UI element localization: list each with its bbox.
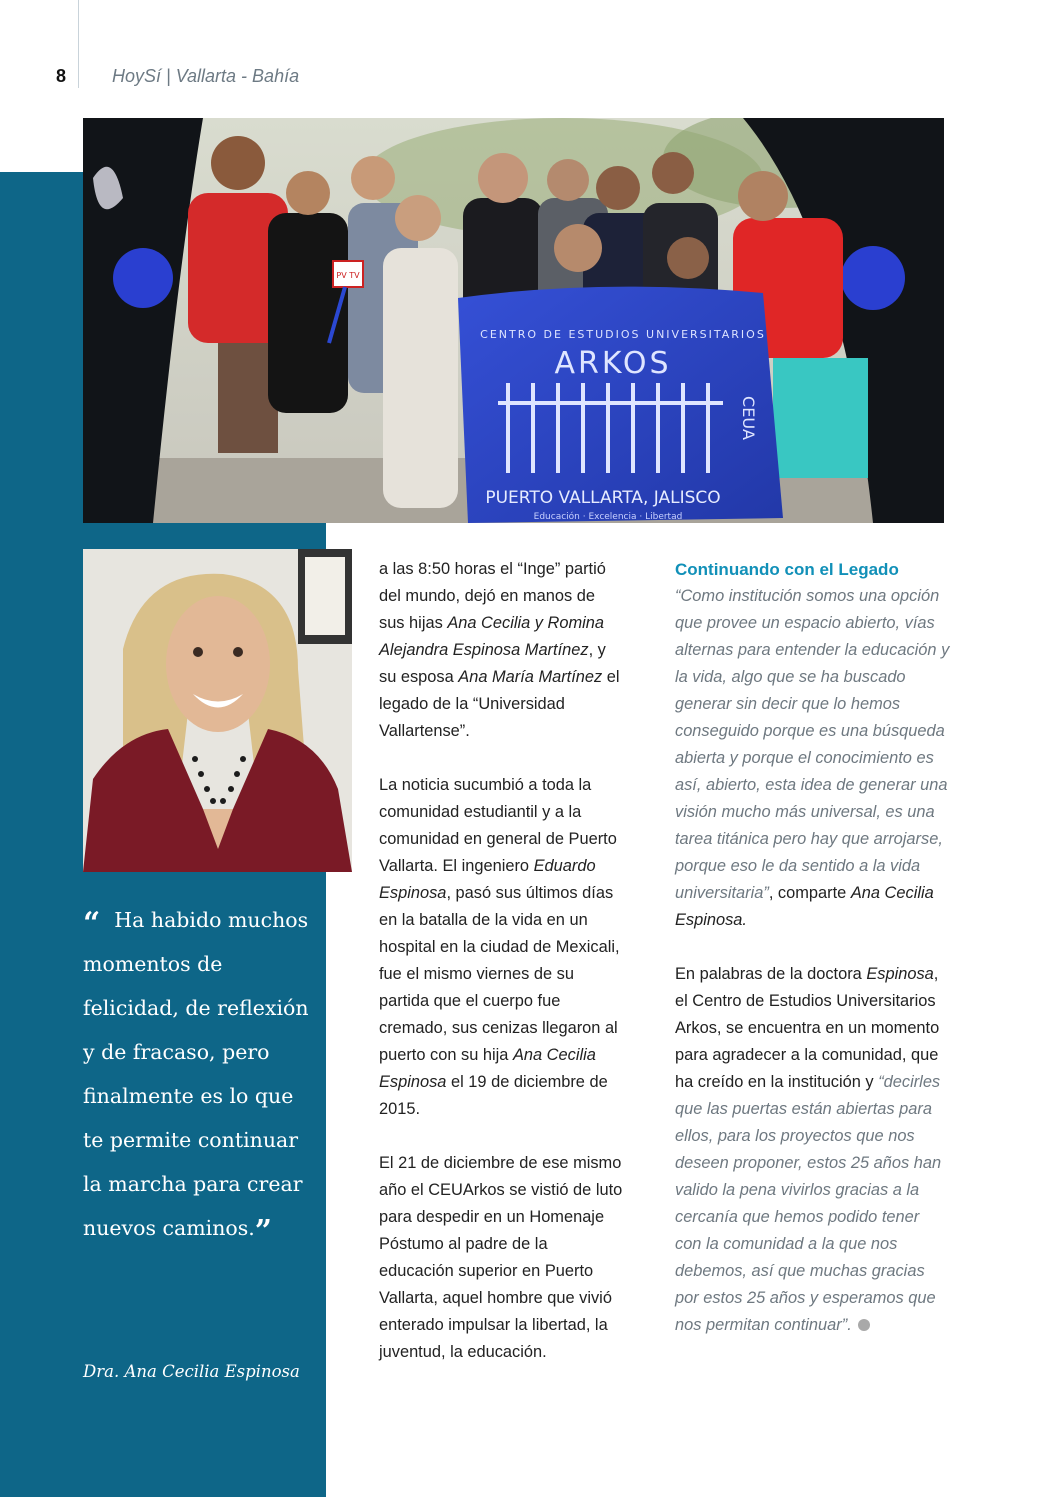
banner-title: ARKOS [554, 346, 672, 381]
text-run: , pasó sus últimos días en la batalla de la vida en un hospital en la ciudad de Mexicali, fue el mismo viernes de su partida que el cuerpo fue cremado, sus cenizas llegaron al puerto con su hija [379, 884, 620, 1064]
magazine-title: HoySí | Vallarta - Bahía [112, 66, 300, 86]
pull-quote-text: Ha habido muchos momentos de felicidad, de reflexión y de fracaso, pero finalmente es lo que te permite continuar la marcha para crear nuevos caminos. [83, 908, 309, 1240]
banner-top-text: CENTRO DE ESTUDIOS UNIVERSITARIOS [480, 328, 766, 341]
banner-bottom-text: PUERTO VALLARTA, JALISCO [485, 488, 721, 508]
pull-quote [83, 898, 319, 1250]
group-photo [83, 118, 944, 523]
text-run-italic: Ana Cecilia Espinosa [379, 1046, 596, 1091]
pull-quote-author: Dra. Ana Cecilia Espinosa [83, 1362, 300, 1381]
text-run: el legado de la “Universidad Vallartense”. [379, 668, 620, 740]
text-run: el 19 de diciembre de 2015. [379, 1073, 608, 1118]
photo-sign-text: PV TV [336, 271, 360, 280]
text-run: a las 8:50 horas el “Inge” partió del mundo, dejó en manos de sus hijas [379, 560, 606, 632]
page-number: 8 [56, 66, 67, 86]
open-quote-icon: “ [83, 906, 101, 941]
portrait-photo [83, 549, 352, 872]
paragraph [379, 556, 624, 745]
quoted-text: “Como institución somos una opción que provee un espacio abierto, vías alternas para entender la educación y la vida, algo que se ha buscado generar sin decir que lo hemos conseguido porque es una búsqueda abierta y porque el conocimiento es así, abierto, esta idea de generar una visión mucho más universal, es una tarea titánica pero hay que arrojarse, porque eso le da sentido a la vida universitaria” [675, 587, 950, 902]
text-run-italic: Eduardo Espinosa [379, 857, 596, 902]
article-column-2 [675, 556, 950, 1339]
paragraph [675, 583, 950, 934]
text-run: , comparte [768, 884, 851, 902]
section-heading: Continuando con el Legado [675, 560, 899, 579]
paragraph: El 21 de diciembre de ese mismo año el CEUArkos se vistió de luto para despedir en un Homenaje Póstumo al padre de la educación superior en Puerto Vallarta, aquel hombre que vivió enterado impulsar la libertad, la juventud, la educación. [379, 1154, 623, 1361]
text-run-italic: Ana María Martínez [458, 668, 603, 686]
paragraph [675, 961, 950, 1339]
text-run: En palabras de la doctora [675, 965, 867, 983]
text-run-italic: Espinosa [866, 965, 934, 983]
article-column-1 [379, 556, 624, 1366]
header-divider [78, 0, 79, 88]
banner-motto: Educación · Excelencia · Libertad [533, 512, 683, 522]
text-run-italic: Ana Cecilia Espinosa. [675, 884, 934, 929]
paragraph [379, 772, 624, 1123]
text-run: La noticia sucumbió a toda la comunidad estudiantil y a la comunidad en general de Puerto Vallarta. El ingeniero [379, 776, 617, 875]
text-run: , y su esposa [379, 641, 606, 686]
end-of-article-icon [858, 1319, 870, 1331]
close-quote-icon: ” [254, 1214, 273, 1249]
text-run: , el Centro de Estudios Universitarios Arkos, se encuentra en un momento para agradecer a la comunidad, que ha creído en la institución y [675, 965, 940, 1091]
text-run-italic: Ana Cecilia y Romina Alejandra Espinosa Martínez [379, 614, 605, 659]
banner-side-text: CEUA [739, 396, 758, 440]
quoted-text: “decirles que las puertas están abiertas para ellos, para los proyectos que nos deseen proponer, estos 25 años han valido la pena vivirlos gracias a la cercanía que hemos podido tener con la comunidad a la que nos debemos, así que muchas gracias por estos 25 años y esperamos que nos permitan continuar”. [675, 1073, 942, 1334]
